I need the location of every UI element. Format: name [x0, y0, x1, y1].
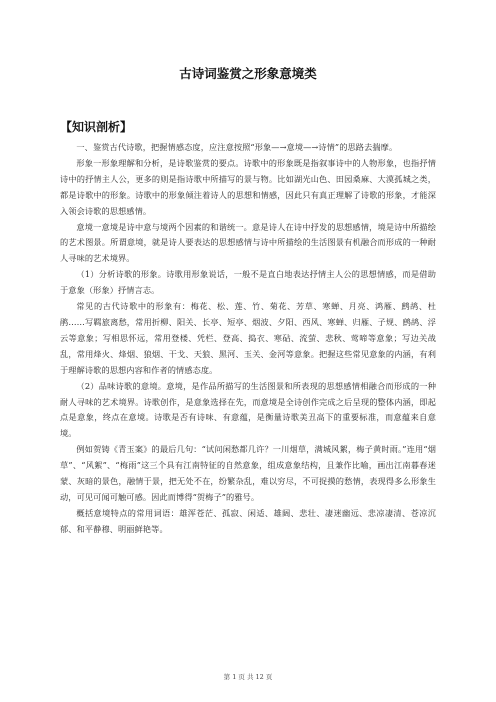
paragraph: 概括意境特点的常用词语：雄浑苍茫、孤寂、闲适、雄阔、悲壮、凄迷幽远、悲凉凄清、苍凉沉郁、和平静穆、明丽鲜艳等。 — [60, 507, 436, 534]
page-footer: 第 1 页 共 12 页 — [223, 673, 273, 681]
paragraph: （1）分析诗歌的形象。诗歌用形象说话，一般不是直白地表达抒情主人公的思想情感，而是借助于意象（形象）抒情言志。 — [60, 269, 436, 296]
paragraph: 意境一意境是诗中意与境两个因素的和谐统一。意是诗人在诗中抒发的思想感情，境是诗中所描绘的艺术图景。所谓意境，就是诗人要表达的思想感情与诗中所描绘的生活图景有机融合而形成的一种耐人寻味的艺术境界。 — [60, 221, 436, 264]
section-heading: 【知识剖析】 — [60, 120, 133, 134]
paragraph: 形象一形象理解和分析，是诗歌鉴赏的要点。诗歌中的形象既是指叙事诗中的人物形象，也指抒情诗中的抒情主人公，更多的则是指诗歌中所描写的景与物。比如湖光山色、田园桑麻、大漠孤城之类，都是诗歌中的形象。诗歌中的形象倾注着诗人的思想和情感，因此只有真正理解了诗歌的形象，才能深入领会诗歌的思想感情。 — [60, 157, 436, 216]
paragraph: 例如贺铸《青玉案》的最后几句：“试问闲愁都几许？一川烟草，满城风絮，梅子黄时雨。”连用“烟草”、“风絮”、“梅雨”这三个具有江南特征的自然意象，组成意象结构，且兼作比喻，画出江南暮春迷蒙、灰暗的景色，融情于景，把无处不在，纷繁杂乱，难以穷尽，不可捉摸的愁情，表现得多么形象生动，可见可闻可触可感。因此而博得“贺梅子”的雅号。 — [60, 444, 436, 502]
body-text — [60, 140, 436, 538]
document-title: 古诗词鉴赏之形象意境类 — [179, 66, 317, 81]
paragraph: 一、鉴赏古代诗歌，把握情感态度，应注意按照“形象—→意境—→诗情”的思路去揣摩。 — [76, 142, 398, 152]
paragraph: （2）品味诗歌的意境。意境，是作品所描写的生活图景和所表现的思想感情相融合而形成的一种耐人寻味的艺术境界。诗歌创作，是意象选择在先，而意境是全诗创作完成之后呈现的整体内涵，即起点是意象，终点在意境。诗歌是否有诗味、有意蕴，是衡量诗歌美丑高下的重要标准，而意蕴来自意境。 — [60, 380, 436, 439]
paragraph: 常见的古代诗歌中的形象有：梅花、松、莲、竹、菊花、芳草、寒蝉、月亮、鸿雁、鹧鸪、杜鹃……写羁旅离愁，常用折柳、阳关、长亭、短亭、烟波、夕阳、西风、寒蝉、归雁、子规、鹧鸪、浮云等意象；写相思怀远，常用登楼、凭栏、登高、捣衣、寒砧、流萤、悲秋、莺啼等意象；写边关战乱，常用烽火、烽烟、狼烟、干戈、天狼、黑河、玉关、金河等意象。把握这些常见意象的内涵，有利于理解诗歌的思想内容和作者的情感态度。 — [60, 301, 436, 375]
